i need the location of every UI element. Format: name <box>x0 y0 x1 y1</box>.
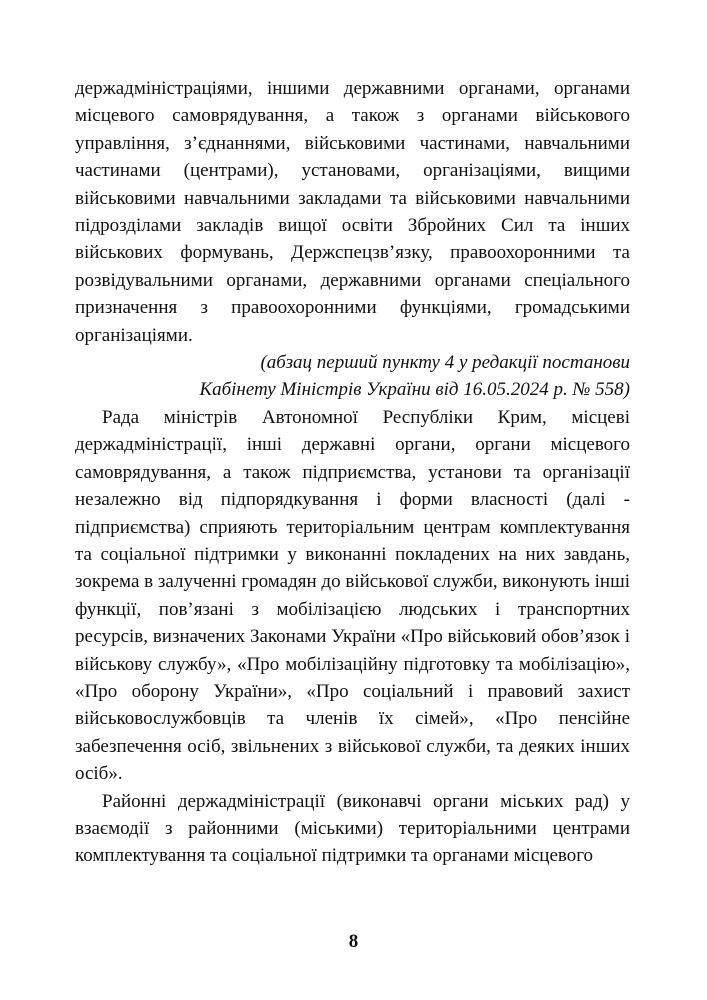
page-number: 8 <box>348 931 359 952</box>
paragraph-continued: держадміністраціями, іншими державними органами, органами місцевого самоврядування, а також з органами військового управління, з’єднаннями, військовими частинами, навчальними частинами (центрами), установами, організаціями, вищими військовими навчальними закладами та військовими навчальними підрозділами закладів вищої освіти Збройних Сил та інших військових формувань, Держспецзв’язку, правоохоронними та розвідувальними органами, державними органами спеціального призначення з правоохоронними функціями, громадськими організаціями. <box>75 78 630 346</box>
document-page <box>75 75 630 870</box>
paragraph-district-administrations: Районні держадміністрації (виконавчі органи міських рад) у взаємодії з районними (міськими) територіальними центрами комплектування та соціальної підтримки та органами місцевого <box>75 790 630 867</box>
amendment-note-line-2: Кабінету Міністрів України від 16.05.2024 р. № 558) <box>199 379 630 401</box>
amendment-note-line-1: (абзац перший пункту 4 у редакції постанови <box>260 352 630 374</box>
paragraph-council-of-ministers: Рада міністрів Автономної Республіки Крим, місцеві держадміністрації, інші державні органи, органи місцевого самоврядування, а також підприємства, установи та організації незалежно від підпорядкування і форми власності (далі - підприємства) сприяють територіальним центрам комплектування та соціальної підтримки у виконанні покладених на них завдань, зокрема в залученні громадян до військової служби, виконують інші функції, пов’язані з мобілізацією людських і транспортних ресурсів, визначених Законами України «Про військовий обов’язок і військову службу», «Про мобілізаційну підготовку та мобілізацію», «Про оборону України», «Про соціальний і правовий захист військовослужбовців та членів їх сімей», «Про пенсійне забезпечення осіб, звільнених з військової служби, та деяких інших осіб». <box>75 406 630 785</box>
